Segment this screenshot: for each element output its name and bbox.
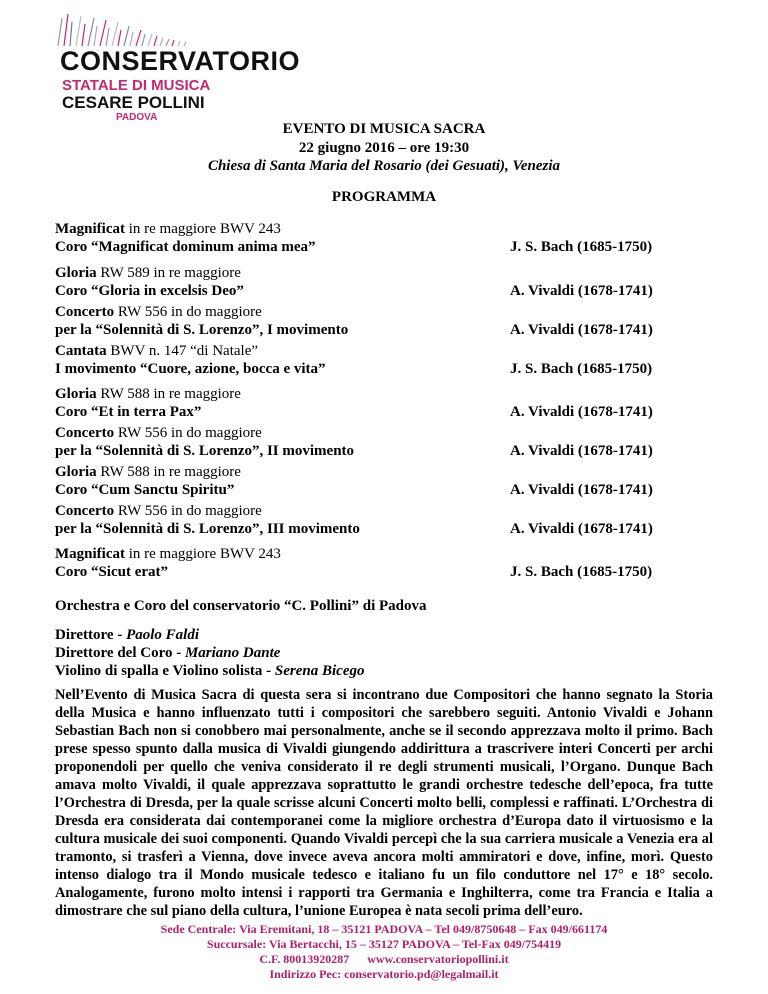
work-title: Magnificat: [55, 221, 125, 237]
work-title: Concerto: [55, 503, 115, 519]
program-item: [55, 220, 715, 256]
program-item-movement: Coro “Et in terra Pax”: [55, 404, 202, 420]
credit-violin: [55, 662, 364, 680]
logo-name: CESARE POLLINI: [62, 93, 205, 112]
work-details: RW 556 in do maggiore: [114, 425, 262, 441]
footer-pec: Indirizzo Pec: conservatorio.pd@legalmail.it: [269, 967, 499, 981]
footer-main-office: Sede Centrale: Via Eremitani, 18 – 35121 PADOVA – Tel 049/8750648 – Fax 049/661174: [160, 922, 608, 936]
program-item-work: [55, 303, 715, 321]
program-item-movement: per la “Solennità di S. Lorenzo”, II movimento: [55, 443, 355, 459]
work-details: RW 556 in do maggiore: [114, 304, 262, 320]
program-item: [55, 264, 715, 300]
work-details: RW 588 in re maggiore: [96, 464, 241, 480]
work-title: Gloria: [55, 386, 97, 402]
program-item: [55, 424, 715, 460]
program-item: [55, 463, 715, 499]
program-item-composer: A. Vivaldi (1678-1741): [510, 482, 653, 498]
credit-name: Mariano Dante: [184, 645, 281, 661]
description-paragraph: Nell’Evento di Musica Sacra di questa sera si incontrano due Compositori che hanno segnato la Storia della Musica e hanno influenzato tutti i compositori che sarebbero seguiti. Antonio Vivaldi e Johann Sebastian Bach non si conobbero mai personalmente, anche se il secondo apprezzava molto il primo. Bach prese spesso spunto dalla musica di Vivaldi giungendo addirittura a trascrivere interi Concerti per archi proponendoli per quello che veniva considerato il re degli strumenti musicali, l’Organo. Dunque Bach amava molto Vivaldi, il quale apprezzava soprattutto le grandi orchestre tedesche dell’epoca, fra tutte l’Orchestra di Dresda, per la quale scrisse alcuni Concerti molto belli, complessi e raffinati. L’Orchestra di Dresda era considerata dai contemporanei come la migliore orchestra d’Europa dato il virtuosismo e la cultura musicale dei suoi componenti. Quando Vivaldi percepì che la sua carriera musicale a Venezia era al tramonto, si trasferì a Vienna, dove invece aveva ancora molti ammiratori e dove, infine, morì. Questo intenso dialogo tra il Mondo musicale tedesco e italiano fu un filo conduttore nel 17° e 18° secolo. Analogamente, furono molto intensi i rapporti tra Germania e Inghilterra, come tra Francia e Italia a dimostrare che sul piano della cultura, l’unione Europea è nata secoli prima dell’euro.: [55, 687, 713, 919]
program-item-composer: J. S. Bach (1685-1750): [510, 361, 653, 377]
program-item: [55, 303, 715, 339]
program-item-composer: A. Vivaldi (1678-1741): [510, 443, 653, 459]
program-item-work: [55, 502, 715, 520]
credit-name: Paolo Faldi: [126, 627, 199, 643]
event-date: 22 giugno 2016 – ore 19:30: [298, 140, 470, 156]
program-item-composer: A. Vivaldi (1678-1741): [510, 404, 653, 420]
program-item-movement: Coro “Cum Sanctu Spiritu”: [55, 482, 235, 498]
program-item-movement: per la “Solennità di S. Lorenzo”, I movimento: [55, 322, 349, 338]
work-title: Concerto: [55, 425, 115, 441]
program-item-work: [55, 264, 715, 282]
work-title: Concerto: [55, 304, 115, 320]
event-venue: Chiesa di Santa Maria del Rosario (dei Gesuati), Venezia: [207, 158, 561, 174]
footer-contacts: [0, 922, 768, 982]
work-title: Magnificat: [55, 546, 125, 562]
program-item: [55, 342, 715, 378]
program-item-composer: A. Vivaldi (1678-1741): [510, 283, 653, 299]
work-title: Gloria: [55, 265, 97, 281]
credit-role: Direttore del Coro -: [55, 645, 185, 661]
ensemble-line: Orchestra e Coro del conservatorio “C. Pollini” di Padova: [55, 598, 427, 614]
credit-name: Serena Bicego: [274, 663, 365, 679]
logo-title: CONSERVATORIO: [60, 46, 301, 76]
logo-subtitle: STATALE DI MUSICA: [62, 77, 211, 94]
event-title: EVENTO DI MUSICA SACRA: [282, 121, 486, 137]
credit-role: Violino di spalla e Violino solista -: [55, 663, 275, 679]
work-details: RW 589 in re maggiore: [96, 265, 241, 281]
program-item-work: [55, 545, 715, 563]
program-item: [55, 502, 715, 538]
work-details: BWV n. 147 “di Natale”: [106, 343, 259, 359]
program-item-work: [55, 463, 715, 481]
work-details: RW 556 in do maggiore: [114, 503, 262, 519]
credit-choir-director: [55, 644, 364, 662]
program-item-composer: J. S. Bach (1685-1750): [510, 239, 653, 255]
program-item-movement: Coro “Magnificat dominum anima mea”: [55, 239, 316, 255]
work-details: RW 588 in re maggiore: [96, 386, 241, 402]
program-item-composer: A. Vivaldi (1678-1741): [510, 322, 653, 338]
programma-heading: PROGRAMMA: [331, 189, 437, 205]
footer-tax-website: C.F. 80013920287 www.conservatoriopollini.it: [259, 952, 509, 966]
footer-branch-office: Succursale: Via Bertacchi, 15 – 35127 PADOVA – Tel-Fax 049/754419: [206, 937, 562, 951]
credits: [55, 626, 364, 680]
program-item-movement: I movimento “Cuore, azione, bocca e vita”: [55, 361, 326, 377]
credit-role: Direttore -: [55, 627, 127, 643]
credit-director: [55, 626, 364, 644]
program-item-composer: A. Vivaldi (1678-1741): [510, 521, 653, 537]
conservatorio-logo: [54, 12, 301, 130]
program-item-movement: Coro “Gloria in excelsis Deo”: [55, 283, 244, 299]
program-item-work: [55, 342, 715, 360]
program-item-movement: per la “Solennità di S. Lorenzo”, III movimento: [55, 521, 360, 537]
program-item-work: [55, 220, 715, 238]
program-item: [55, 545, 715, 581]
logo-city: PADOVA: [116, 112, 158, 123]
program-item-work: [55, 385, 715, 403]
work-title: Cantata: [55, 343, 107, 359]
program-item: [55, 385, 715, 421]
program-item-composer: J. S. Bach (1685-1750): [510, 564, 653, 580]
program-item-work: [55, 424, 715, 442]
program-item-movement: Coro “Sicut erat”: [55, 564, 169, 580]
work-title: Gloria: [55, 464, 97, 480]
work-details: in re maggiore BWV 243: [124, 546, 281, 562]
work-details: in re maggiore BWV 243: [124, 221, 281, 237]
